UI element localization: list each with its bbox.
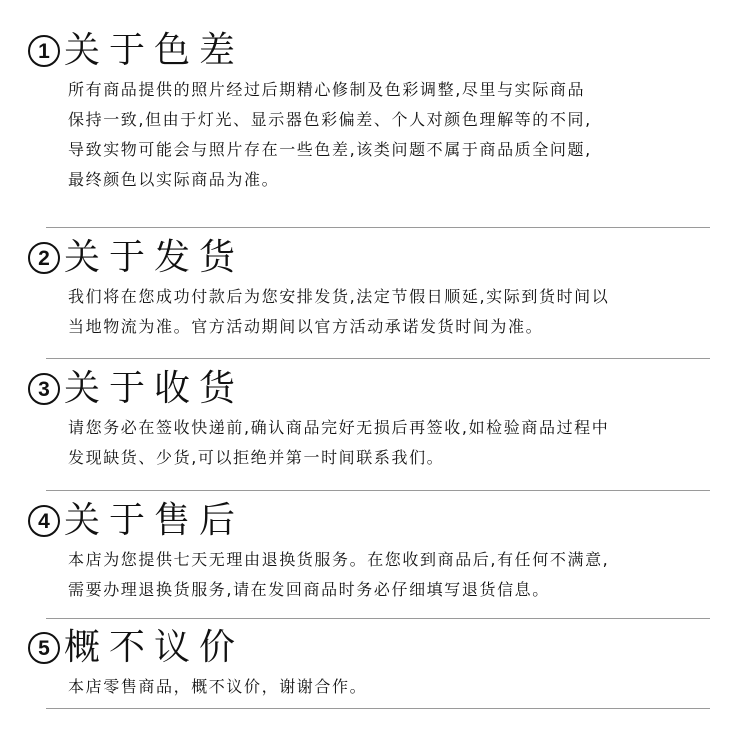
section-divider xyxy=(46,618,710,619)
section-body xyxy=(68,545,698,605)
section-title: 关于色差 xyxy=(64,30,245,71)
section-divider xyxy=(46,490,710,491)
section-number-badge: 4 xyxy=(28,505,60,537)
section-number-badge: 5 xyxy=(28,632,60,664)
section-number-badge: 3 xyxy=(28,373,60,405)
body-line: 需要办理退换货服务,请在发回商品时务必仔细填写退货信息。 xyxy=(68,580,550,599)
body-line: 所有商品提供的照片经过后期精心修制及色彩调整,尽里与实际商品 xyxy=(68,80,586,99)
section-divider xyxy=(46,358,710,359)
section-title: 关于收货 xyxy=(64,368,245,409)
body-line: 我们将在您成功付款后为您安排发货,法定节假日顺延,实际到货时间以 xyxy=(68,287,610,306)
body-line: 保持一致,但由于灯光、显示器色彩偏差、个人对颜色理解等的不同, xyxy=(68,110,592,129)
section-body xyxy=(68,672,698,702)
body-line: 本店零售商品，概不议价，谢谢合作。 xyxy=(68,677,368,696)
section-number-badge: 1 xyxy=(28,35,60,67)
body-line: 导致实物可能会与照片存在一些色差,该类问题不属于商品质全问题, xyxy=(68,140,592,159)
section-heading xyxy=(28,366,244,412)
section-heading xyxy=(28,235,244,281)
section-heading xyxy=(28,28,244,74)
section-heading xyxy=(28,625,244,671)
section-body xyxy=(68,282,698,342)
section-divider xyxy=(46,708,710,709)
section-body xyxy=(68,413,698,473)
section-title: 概不议价 xyxy=(64,627,245,668)
section-title: 关于售后 xyxy=(64,500,245,541)
body-line: 请您务必在签收快递前,确认商品完好无损后再签收,如检验商品过程中 xyxy=(68,418,610,437)
body-line: 当地物流为准。官方活动期间以官方活动承诺发货时间为准。 xyxy=(68,317,544,336)
section-title: 关于发货 xyxy=(64,237,245,278)
section-divider xyxy=(46,227,710,228)
body-line: 本店为您提供七天无理由退换货服务。在您收到商品后,有任何不满意, xyxy=(68,550,610,569)
section-body xyxy=(68,75,698,195)
section-number-badge: 2 xyxy=(28,242,60,274)
body-line: 最终颜色以实际商品为准。 xyxy=(68,170,280,189)
section-heading xyxy=(28,498,244,544)
body-line: 发现缺货、少货,可以拒绝并第一时间联系我们。 xyxy=(68,448,445,467)
